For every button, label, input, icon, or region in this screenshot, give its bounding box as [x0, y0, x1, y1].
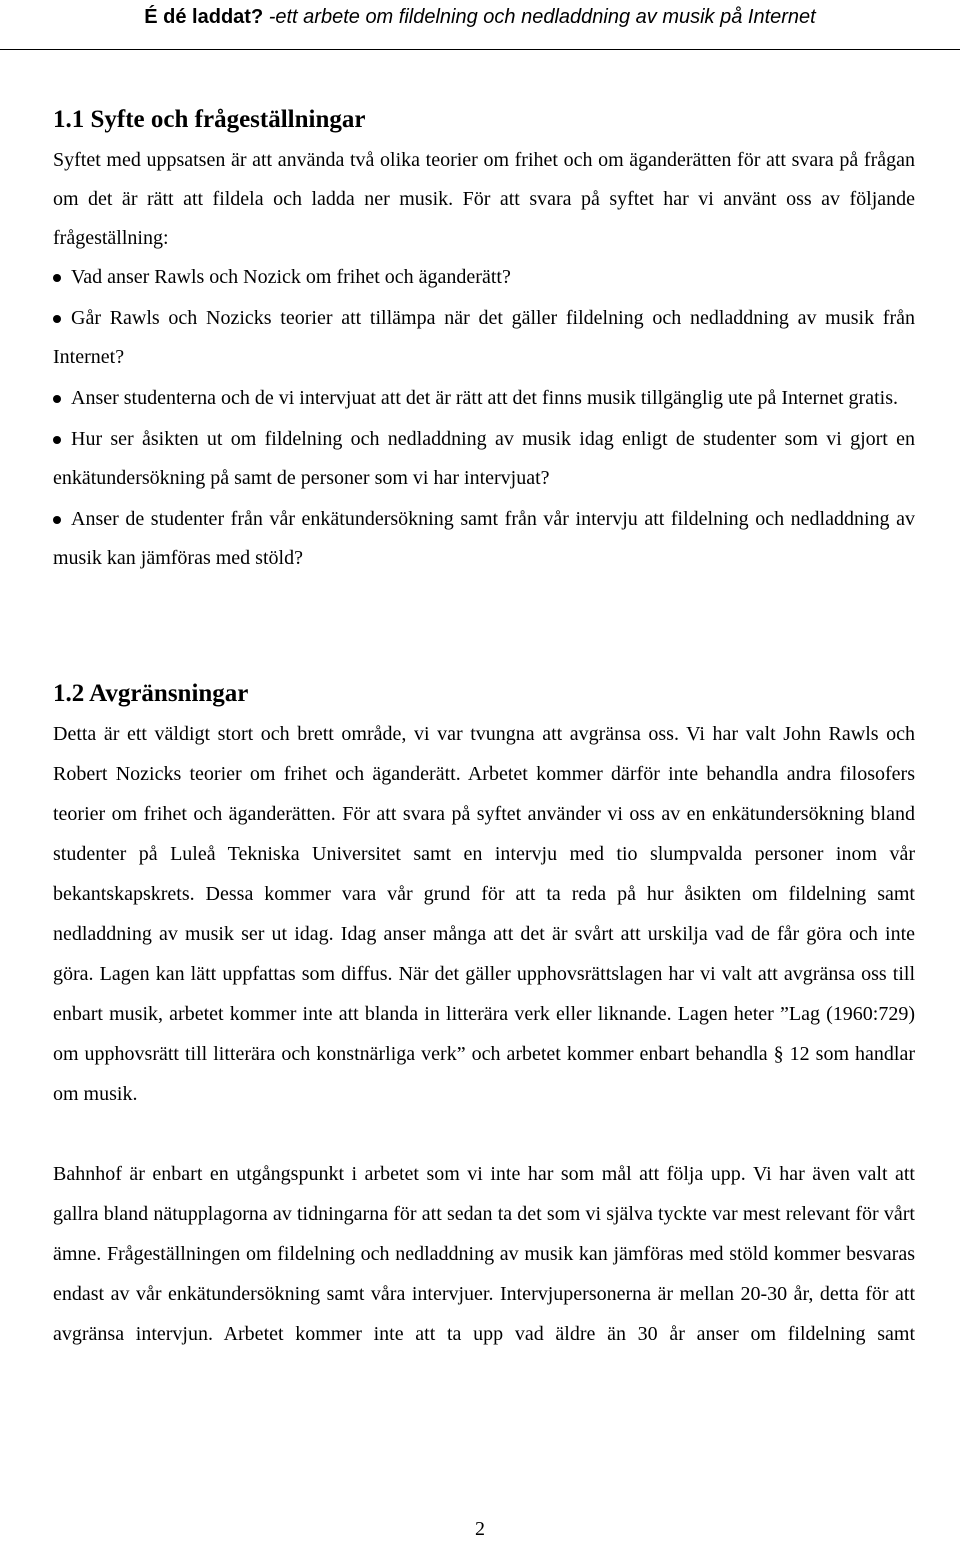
bullet-icon	[53, 315, 61, 323]
question-item	[53, 299, 915, 377]
question-text: Går Rawls och Nozicks teorier att tillämpa när det gäller fildelning och nedladdning av musik från Internet?	[53, 307, 915, 368]
running-header	[0, 5, 960, 29]
bullet-icon	[53, 395, 61, 403]
section-syfte	[53, 104, 915, 578]
body-paragraph: Bahnhof är enbart en utgångspunkt i arbetet som vi inte har som mål att följa upp. Vi har även valt att gallra bland nätupplagorna av tidningarna för att sedan ta det som vi själva tyckte var mest relevant för vårt ämne. Frågeställningen om fildelning och nedladdning av musik kan jämföras med stöld kommer besvaras endast av vår enkätundersökning samt våra intervjuer. Intervjupersonerna är mellan 20-30 år, detta för att avgränsa intervjun. Arbetet kommer inte att ta upp vad äldre än 30 år anser om fildelning samt	[53, 1163, 915, 1345]
section-heading-avgransningar: 1.2 Avgränsningar	[53, 680, 249, 707]
header-subtitle: -ett arbete om fildelning och nedladdning av musik på Internet	[268, 6, 816, 28]
header-divider	[0, 49, 960, 50]
question-item	[53, 379, 915, 418]
question-item	[53, 500, 915, 578]
body-paragraph: Detta är ett väldigt stort och brett område, vi var tvungna att avgränsa oss. Vi har valt John Rawls och Robert Nozicks teorier om frihet och äganderätt. Arbetet kommer därför inte behandla andra filosofers teorier om frihet och äganderätten. För att svara på syftet använder vi oss av en enkätundersökning bland studenter på Luleå Tekniska Universitet samt en intervju med tio slumpvalda personer inom vår bekantskapskrets. Dessa kommer vara vår grund för att ta reda på hur åsikten om fildelning samt nedladdning av musik ser ut idag. Idag anser många att det är svårt att urskilja vad de får göra och inte göra. Lagen kan lätt uppfattas som diffus. När det gäller upphovsrättslagen har vi valt att avgränsa oss till enbart musik, arbetet kommer inte att blanda in litterära verk eller liknande. Lagen heter ”Lag (1960:729) om upphovsrätt till litterära och konstnärliga verk” och arbetet kommer enbart behandla § 12 som handlar om musik.	[53, 723, 915, 1105]
section-avgransningar	[53, 678, 915, 1354]
question-text: Anser de studenter från vår enkätundersökning samt från vår intervju att fildelning och nedladdning av musik kan jämföras med stöld?	[53, 508, 915, 569]
bullet-icon	[53, 436, 61, 444]
question-list	[53, 258, 915, 578]
section-heading-syfte: 1.1 Syfte och frågeställningar	[53, 106, 366, 133]
question-item	[53, 420, 915, 498]
header-title: É dé laddat?	[144, 6, 264, 28]
page-number: 2	[475, 1518, 485, 1540]
bullet-icon	[53, 516, 61, 524]
question-text: Hur ser åsikten ut om fildelning och nedladdning av musik idag enligt de studenter som vi gjort en enkätundersökning på samt de personer som vi har intervjuat?	[53, 428, 915, 489]
question-item	[53, 258, 915, 297]
page-body	[53, 104, 915, 1354]
question-text: Vad anser Rawls och Nozick om frihet och äganderätt?	[71, 266, 511, 288]
bullet-icon	[53, 274, 61, 282]
paragraph-block	[53, 1154, 915, 1354]
question-text: Anser studenterna och de vi intervjuat att det är rätt att det finns musik tillgänglig ute på Internet gratis.	[71, 387, 898, 409]
section-intro-paragraph: Syftet med uppsatsen är att använda två olika teorier om frihet och om äganderätten för att svara på frågan om det är rätt att fildela och ladda ner musik. För att svara på syftet har vi använt oss av följande frågeställning:	[53, 149, 915, 249]
